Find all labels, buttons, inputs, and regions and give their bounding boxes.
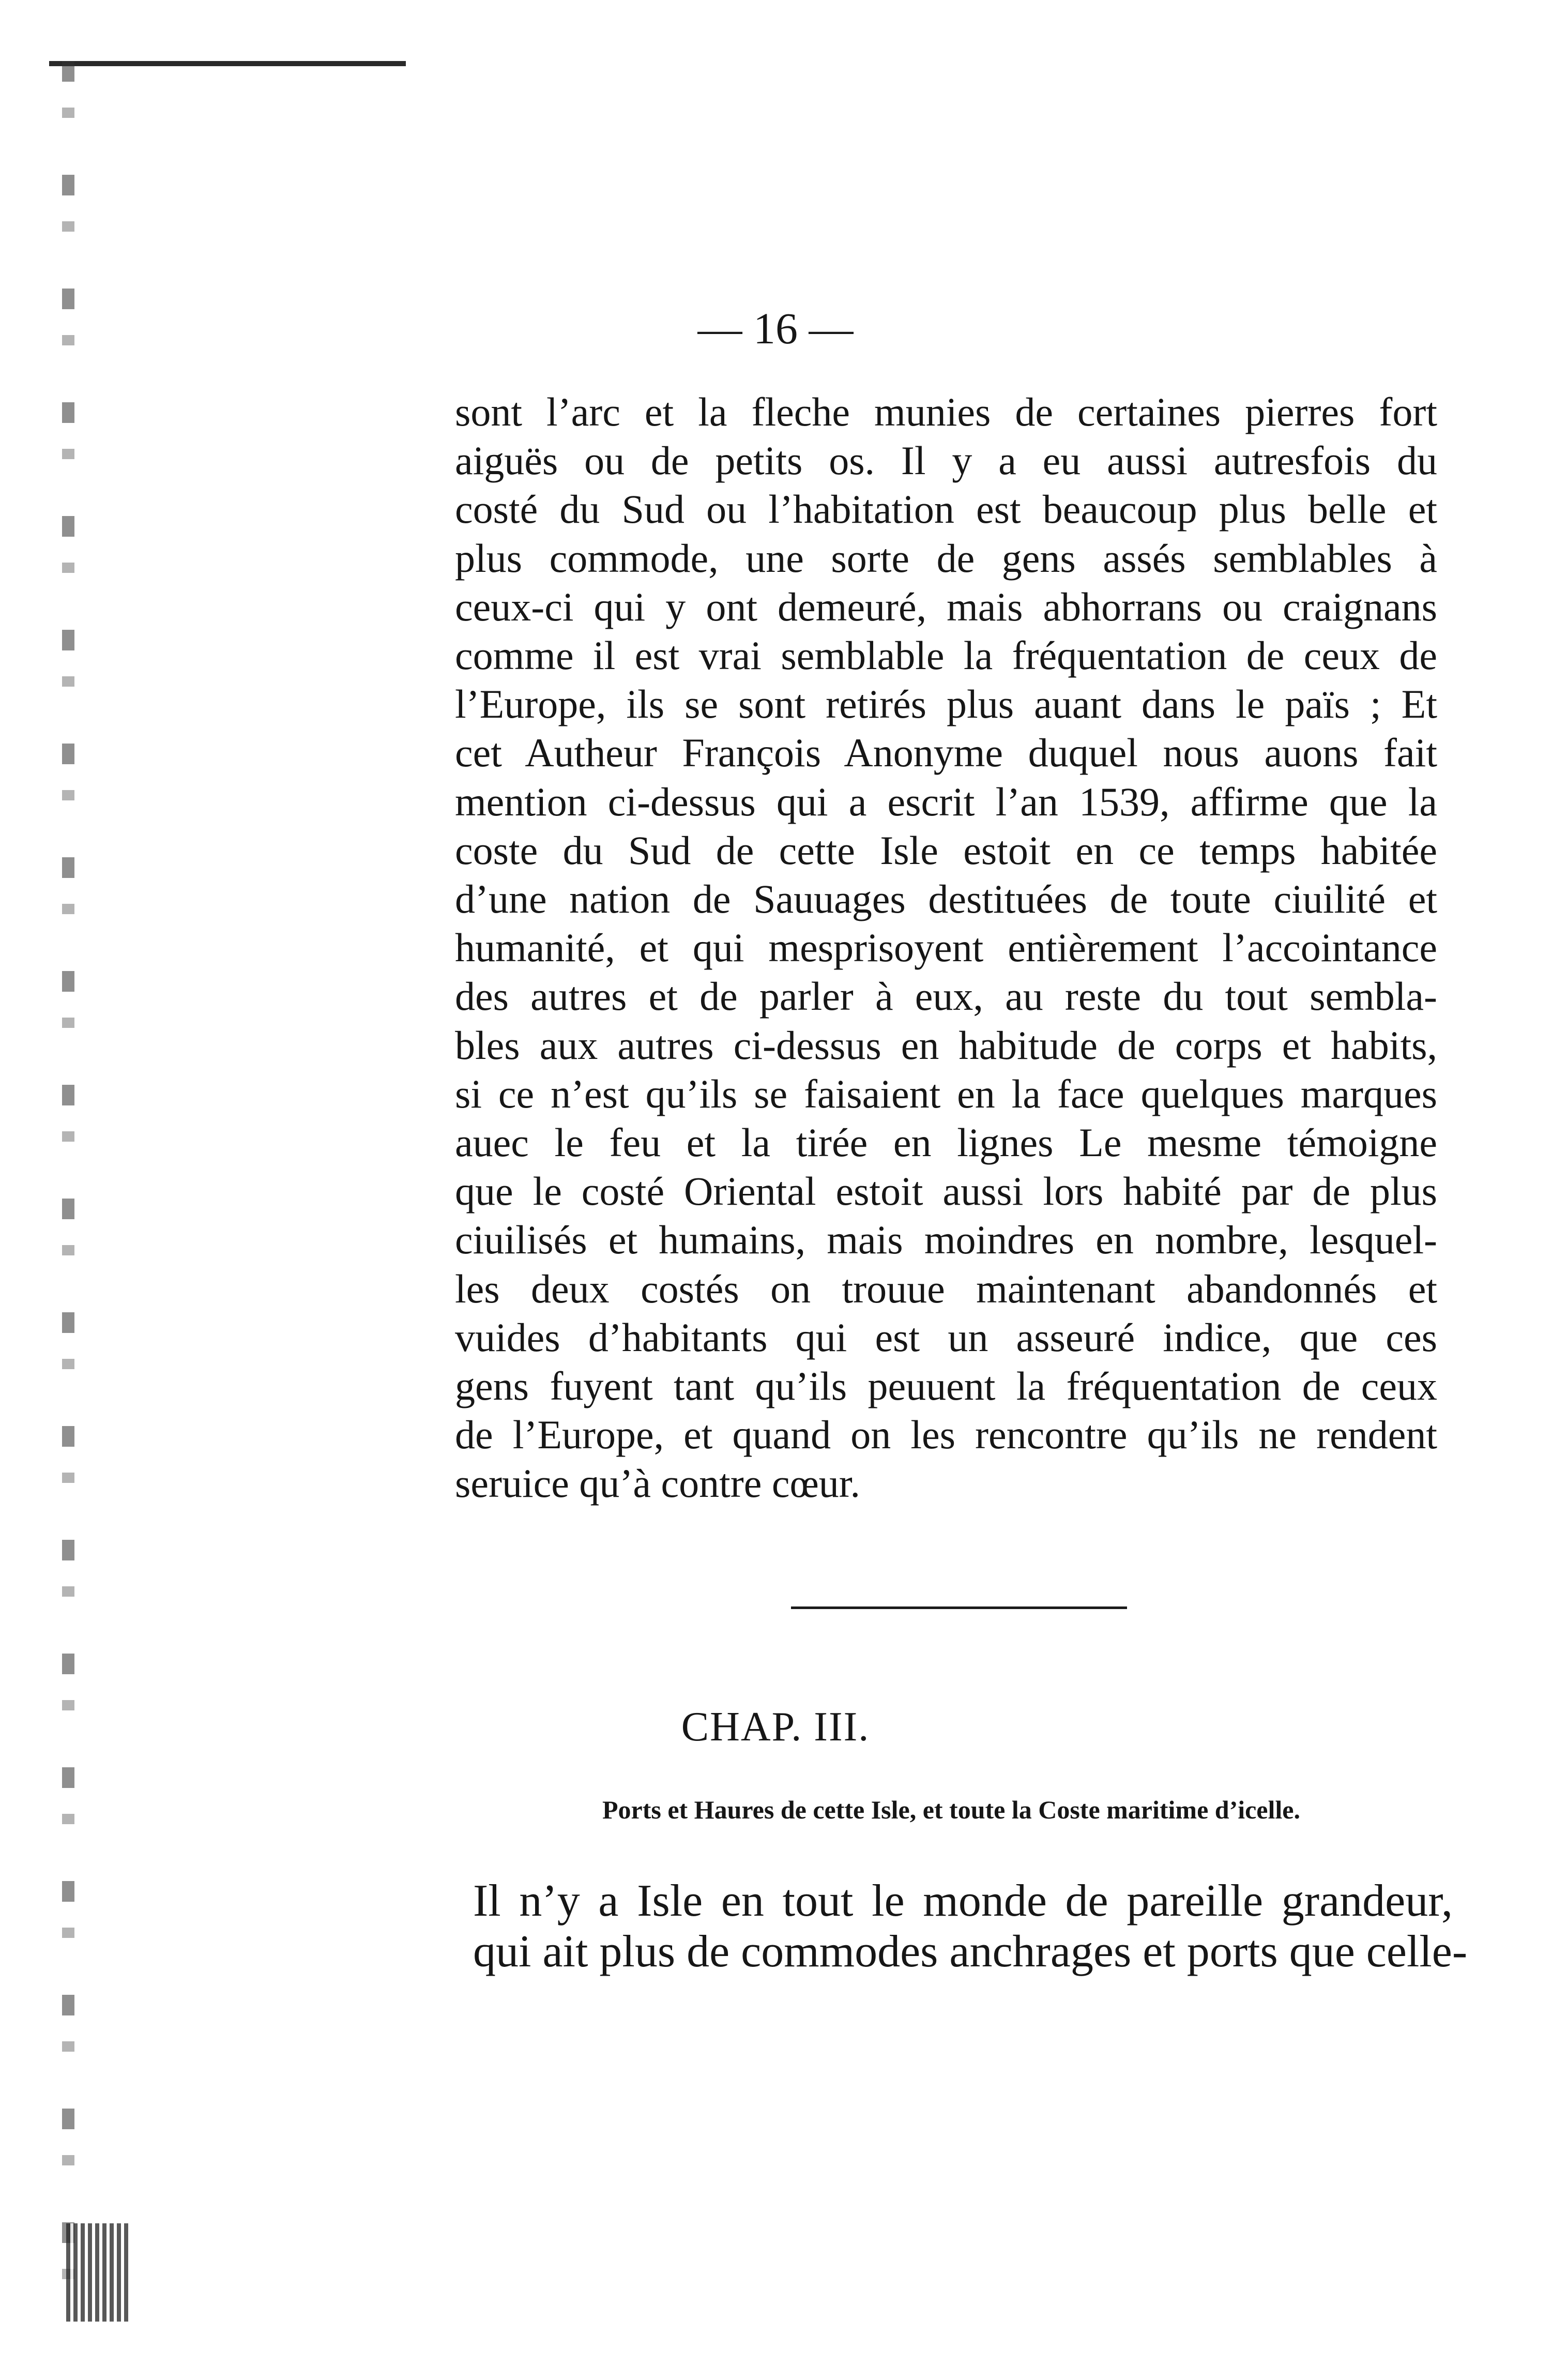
text-line: bles aux autres ci-dessus en habitude de corps et habits, xyxy=(455,1022,1437,1068)
text-line: coste du Sud de cette Isle estoit en ce temps habitée xyxy=(455,827,1437,873)
text-line: auec le feu et la tirée en lignes Le mesme témoigne xyxy=(455,1120,1437,1165)
text-line: les deux costés on trouue maintenant abandonnés et xyxy=(455,1266,1437,1311)
text-line: si ce n’est qu’ils se faisaient en la face quelques marques xyxy=(455,1071,1437,1116)
section-divider xyxy=(791,1606,1127,1609)
text-line: costé du Sud ou l’habitation est beaucoup plus belle et xyxy=(455,487,1437,532)
scan-edge-top xyxy=(49,61,406,66)
chapter-paragraph xyxy=(473,1876,1468,1977)
text-line: vuides d’habitants qui est un asseuré indice, que ces xyxy=(455,1314,1437,1360)
chapter-title: CHAP. III. xyxy=(681,1704,870,1750)
text-line: cet Autheur François Anonyme duquel nous auons fait xyxy=(455,730,1437,776)
chapter-subtitle: Ports et Haures de cette Isle, et toute la Coste maritime d’icelle. xyxy=(602,1795,1300,1824)
text-line: seruice qu’à contre cœur. xyxy=(455,1461,860,1506)
page-number: — 16 — xyxy=(697,304,854,353)
text-line: d’une nation de Sauuages destituées de toute ciuilité et xyxy=(455,876,1437,922)
body-paragraph xyxy=(455,388,1437,1508)
text-line: gens fuyent tant qu’ils peuuent la fréquentation de ceux xyxy=(455,1363,1437,1409)
text-line: l’Europe, ils se sont retirés plus auant dans le païs ; Et xyxy=(455,681,1437,727)
text-line: mention ci-dessus qui a escrit l’an 1539, affirme que la xyxy=(455,779,1437,824)
text-line: ciuilisés et humains, mais moindres en nombre, lesquel- xyxy=(455,1217,1437,1263)
scan-binding-edge xyxy=(62,61,74,2315)
text-line: de l’Europe, et quand on les rencontre qu’ils ne rendent xyxy=(455,1412,1437,1458)
text-line: ceux-ci qui y ont demeuré, mais abhorrans ou craignans xyxy=(455,584,1437,629)
text-line: qui ait plus de commodes anchrages et ports que celle- xyxy=(473,1927,1468,1977)
text-line: plus commode, une sorte de gens assés semblables à xyxy=(455,535,1437,581)
text-line: Il n’y a Isle en tout le monde de pareille grandeur, xyxy=(473,1876,1453,1926)
scan-binding-edge-bottom xyxy=(66,2223,128,2322)
text-line: comme il est vrai semblable la fréquentation de ceux de xyxy=(455,633,1437,678)
text-line: aiguës ou de petits os. Il y a eu aussi autresfois du xyxy=(455,438,1437,483)
text-line: des autres et de parler à eux, au reste du tout sembla- xyxy=(455,974,1437,1019)
text-line: que le costé Oriental estoit aussi lors habité par de plus xyxy=(455,1169,1437,1214)
text-line: humanité, et qui mesprisoyent entièrement l’accointance xyxy=(455,925,1437,971)
text-line: sont l’arc et la fleche munies de certaines pierres fort xyxy=(455,389,1437,434)
